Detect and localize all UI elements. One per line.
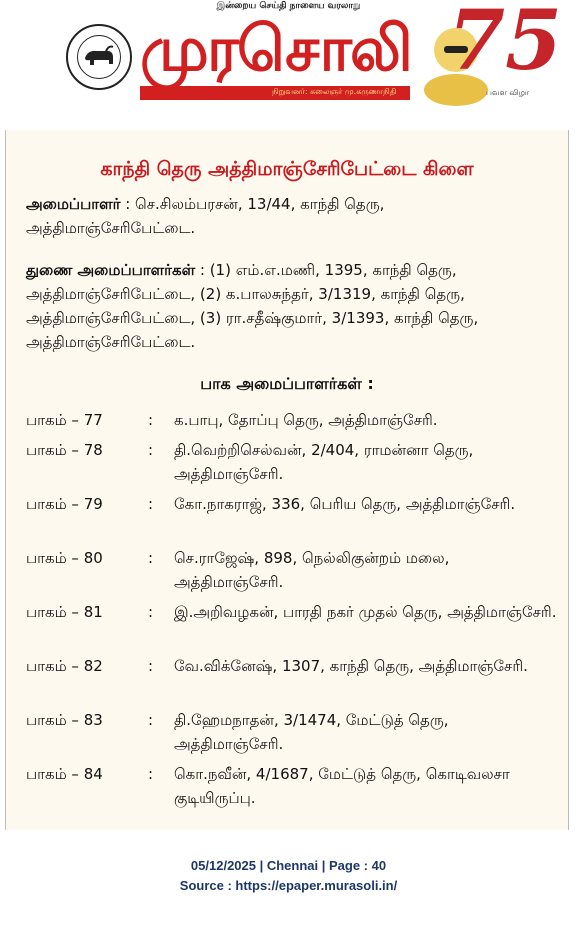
founder-line: நிறுவனர்: கலைஞர் மு.கருணாநிதி <box>272 87 397 96</box>
bull-icon <box>82 44 116 70</box>
ward-entry: கோ.நாகராஜ், 336, பெரிய தெரு, அத்திமாஞ்சேரி. <box>174 495 516 513</box>
organizer-text: : செ.சிலம்பரசன், 13/44, காந்தி தெரு, அத்திமாஞ்சேரிபேட்டை. <box>26 195 385 237</box>
ward-number: பாகம் – 83 <box>26 711 103 729</box>
edition-info: 05/12/2025 | Chennai | Page : 40 <box>190 858 387 873</box>
masthead-logo: முரசொலி <box>140 12 411 85</box>
ward-entry: வே.விக்னேஷ், 1307, காந்தி தெரு, அத்திமாஞ்சேரி. <box>174 657 528 675</box>
tagline: இன்றைய செய்தி நாளைய வரலாறு <box>216 1 361 11</box>
ward-entry: தி.ஹேமநாதன், 3/1474, மேட்டுத் தெரு, அத்திமாஞ்சேரி. <box>174 711 449 753</box>
ward-number: பாகம் – 82 <box>26 657 103 675</box>
party-emblem-icon <box>66 24 132 90</box>
deputy-paragraph <box>26 258 556 354</box>
ward-entry: இ.அறிவழகன், பாரதி நகர் முதல் தெரு, அத்திமாஞ்சேரி. <box>174 603 557 621</box>
ward-number: பாகம் – 80 <box>26 549 103 567</box>
ward-number: பாகம் – 81 <box>26 603 103 621</box>
ward-entry: தி.வெற்றிசெல்வன், 2/404, ராமன்னா தெரு, அத்திமாஞ்சேரி. <box>174 441 474 483</box>
ward-row: பாகம் – 78 : தி.வெற்றிசெல்வன், 2/404, ராமன்னா தெரு, அத்திமாஞ்சேரி. <box>26 438 561 488</box>
ward-row: பாகம் – 84 : கொ.நவீன், 4/1687, மேட்டுத் தெரு, கொடிவலசா குடியிருப்பு. <box>26 762 561 812</box>
organizer-label: அமைப்பாளர் <box>26 195 121 213</box>
deputy-text: : (1) எம்.எ.மணி, 1395, காந்தி தெரு, அத்திமாஞ்சேரிபேட்டை, (2) க.பாலசுந்தர், 3/1319, காந்தி தெரு, அத்திமாஞ்சேரிபேட்டை, (3) ரா.சதீஷ்குமார், 3/1393, காந்தி தெரு, அத்திமாஞ்சேரிபேட்டை. <box>26 261 479 351</box>
deputy-label: துணை அமைப்பாளர்கள் <box>26 261 196 279</box>
ward-number: பாகம் – 84 <box>26 765 103 783</box>
ward-entry: கொ.நவீன், 4/1687, மேட்டுத் தெரு, கொடிவலசா குடியிருப்பு. <box>174 765 510 807</box>
ward-number: பாகம் – 79 <box>26 495 103 513</box>
ward-row: பாகம் – 81 : இ.அறிவழகன், பாரதி நகர் முதல் தெரு, அத்திமாஞ்சேரி. <box>26 600 561 650</box>
article-headline: காந்தி தெரு அத்திமாஞ்சேரிபேட்டை கிளை <box>100 158 474 180</box>
source-link[interactable]: Source : https://epaper.murasoli.in/ <box>179 878 398 893</box>
ward-row: பாகம் – 82 : வே.விக்னேஷ், 1307, காந்தி தெரு, அத்திமாஞ்சேரி. <box>26 654 561 704</box>
ward-number: பாகம் – 77 <box>26 411 103 429</box>
ward-heading: பாக அமைப்பாளர்கள் : <box>200 374 374 393</box>
organizer-paragraph <box>26 192 556 240</box>
ward-row: பாகம் – 83 : தி.ஹேமநாதன், 3/1474, மேட்டுத் தெரு, அத்திமாஞ்சேரி. <box>26 708 561 758</box>
ward-row: பாகம் – 79 : கோ.நாகராஜ், 336, பெரிய தெரு, அத்திமாஞ்சேரி. <box>26 492 561 542</box>
source-footer <box>0 856 577 896</box>
article-panel <box>5 130 569 830</box>
anniversary-number: 75 <box>448 0 563 89</box>
ward-number: பாகம் – 78 <box>26 441 103 459</box>
ward-entry: க.பாபு, தோப்பு தெரு, அத்திமாஞ்சேரி. <box>174 411 438 429</box>
masthead <box>0 0 577 118</box>
anniversary-label: பவள விழா <box>486 88 530 97</box>
ward-row: பாகம் – 80 : செ.ராஜேஷ், 898, நெல்லிகுன்றம் மலை, அத்திமாஞ்சேரி. <box>26 546 561 596</box>
ward-row: பாகம் – 77 : க.பாபு, தோப்பு தெரு, அத்திமாஞ்சேரி. <box>26 408 561 458</box>
ward-entry: செ.ராஜேஷ், 898, நெல்லிகுன்றம் மலை, அத்திமாஞ்சேரி. <box>174 549 450 591</box>
